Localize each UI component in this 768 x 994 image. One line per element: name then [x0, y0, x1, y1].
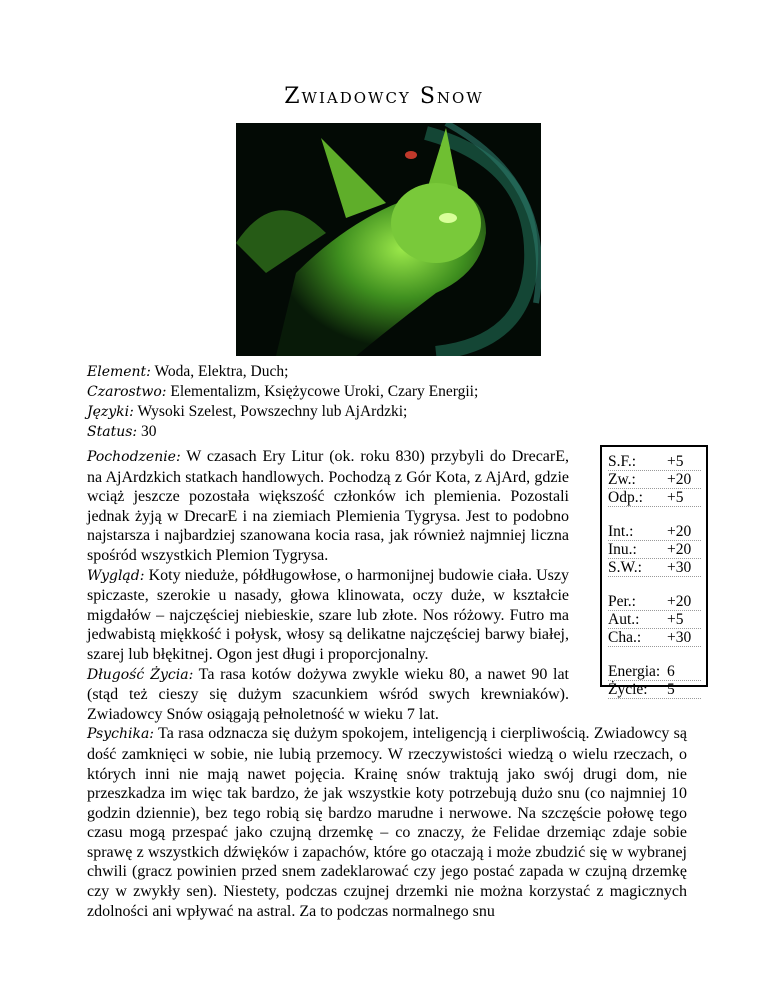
description-text: Pochodzenie: W czasach Ery Litur (ok. roku 830) przybyli do DrecarE, na AjArdzkich statkach handlowych. Pochodzą z Gór Kota, z AjArd, gdzie wciąż jeszcze pozostała większość członków ich plemienia. Pozostali jednak żyją w DrecarE i na ziemiach Plemienia Tygrysa. Jest to podobno najstarsza i najbardziej szanowana kocia rasa, jak również najmniej liczna spośród wszystkich Plemion Tygrysa. Wygląd: Koty nieduże, półdługowłose, o harmonijnej budowie ciała. Uszy spiczaste, szerokie u nasady, głowa klinowata, oczy duże, w kształcie migdałów – najczęściej niebieskie, szare lub złote. Nos różowy. Futro ma jedwabistą miękkość i połysk, włosy są delikatne najczęściej barwy białej, szarej lub błękitnej. Ogon jest długi i proporcjonalny. Długość Życia: Ta rasa kotów dożywa zwykle wieku 80, a nawet 90 lat (stąd też cieszy się dużym szacunkiem wśród swych krewniaków). Zwiadowcy Snów osiągają pełnoletność w wieku 7 lat. Psychika: Ta rasa odznacza się dużym spokojem, inteligencją i cierpliwością. Zwiadowcy są dość zamknięci w sobie, nie lubią przemocy. W rzeczywistości wiedzą o wielu rzeczach, o których inni nie mają nawet pojęcia. Krainę snów traktują jako swój drugi dom, nie przeszkadza im więc tak bardzo, że jak wszystkie koty potrzebują dużo snu (co najmniej 10 godzin dziennie), bez tego robią się bardzo marudne i nerwowe. Na szczęście połowę tego czasu mogą przespać jako czujną drzemkę – co znaczy, że Felidae drzemiąc zdaje sobie sprawę z wszystkich dźwięków i zapachów, które go otaczają i może zbudzić się w wybranej chwili (gracz powinien przed snem zadeklarować czy jego postać zapada w czujną drzemkę czy w zwykły sen). Niestety, podczas czujnej drzemki nie można korzystać z magicznych zdolności ani wpływać na astral. Za to podczas normalnego snu — [87, 448, 687, 920]
stat-row: Aut.: +5 — [608, 611, 701, 629]
psychika-label: Psychika: — [87, 726, 155, 743]
stat-row: Energia: 6 — [608, 663, 701, 681]
meta-status: Status: 30 — [87, 423, 157, 440]
meta-czarostwo: Czarostwo: Elementalizm, Księżycowe Uroki, Czary Energii; — [87, 383, 479, 400]
stat-row: S.F.: +5 — [608, 453, 701, 471]
wyglad-label: Wygląd: — [87, 567, 145, 584]
meta-jezyki: Języki: Wysoki Szelest, Powszechny lub AjArdzki; — [87, 403, 408, 420]
stat-row: Int.: +20 — [608, 523, 701, 541]
stat-row: Życie: 5 — [608, 681, 701, 699]
attributes-block — [87, 362, 478, 442]
meta-element: Element: Woda, Elektra, Duch; — [87, 363, 289, 380]
cat-illustration — [236, 123, 541, 356]
page-title: Zwiadowcy Snow — [284, 84, 484, 109]
dlugosc-label: Długość Życia: — [87, 666, 194, 683]
stat-row: Odp.: +5 — [608, 489, 701, 507]
stat-row: S.W.: +30 — [608, 559, 701, 577]
stat-row: Cha.: +30 — [608, 629, 701, 647]
stat-row: Per.: +20 — [608, 593, 701, 611]
stat-row: Zw.: +20 — [608, 471, 701, 489]
pochodzenie-label: Pochodzenie: — [87, 449, 181, 465]
stat-row: Inu.: +20 — [608, 541, 701, 559]
